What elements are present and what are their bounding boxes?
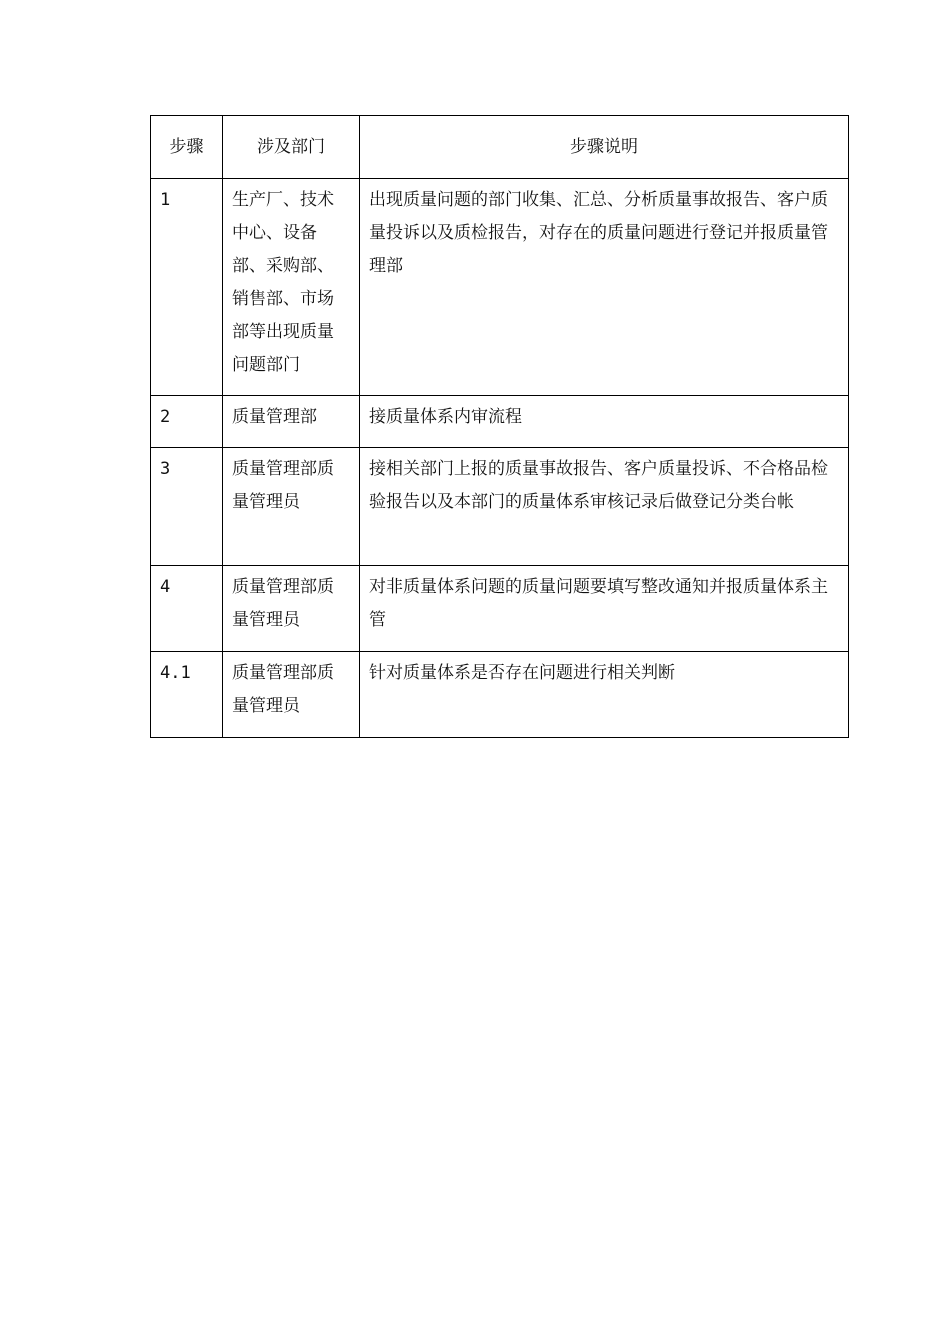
step-description: 出现质量问题的部门收集、汇总、分析质量事故报告、客户质量投诉以及质检报告，对存在的质量问题进行登记并报质量管理部 [360, 179, 849, 396]
step-department: 质量管理部质量管理员 [223, 448, 360, 566]
header-department: 涉及部门 [223, 116, 360, 179]
header-step: 步骤 [151, 116, 223, 179]
table-row [151, 179, 849, 396]
step-number: 4.1 [151, 652, 223, 738]
table-row [151, 652, 849, 738]
step-number: 2 [151, 396, 223, 448]
step-department: 质量管理部 [223, 396, 360, 448]
table-row [151, 566, 849, 652]
step-description: 针对质量体系是否存在问题进行相关判断 [360, 652, 849, 738]
table-header-row [151, 116, 849, 179]
process-steps-table [150, 115, 849, 738]
step-number: 4 [151, 566, 223, 652]
step-department: 质量管理部质量管理员 [223, 566, 360, 652]
table-row [151, 448, 849, 566]
step-number: 1 [151, 179, 223, 396]
step-department: 生产厂、技术中心、设备部、采购部、销售部、市场部等出现质量问题部门 [223, 179, 360, 396]
header-description: 步骤说明 [360, 116, 849, 179]
step-department: 质量管理部质量管理员 [223, 652, 360, 738]
table-row [151, 396, 849, 448]
step-description: 接相关部门上报的质量事故报告、客户质量投诉、不合格品检验报告以及本部门的质量体系审核记录后做登记分类台帐 [360, 448, 849, 566]
step-number: 3 [151, 448, 223, 566]
step-description: 接质量体系内审流程 [360, 396, 849, 448]
step-description: 对非质量体系问题的质量问题要填写整改通知并报质量体系主管 [360, 566, 849, 652]
